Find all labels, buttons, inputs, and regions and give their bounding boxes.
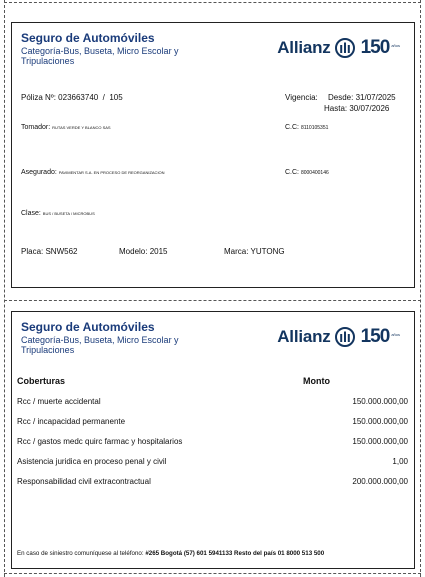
policy-suffix: 105	[109, 93, 123, 102]
cut-line-left	[4, 0, 5, 577]
card-title: Seguro de Automóviles	[21, 31, 155, 45]
allianz-eagle-icon	[335, 327, 355, 347]
insured-id-line	[285, 169, 329, 176]
policy-number-line	[21, 93, 123, 102]
coverage-row	[17, 457, 408, 466]
holder-label: Tomador:	[21, 124, 51, 131]
coverage-amount: 200.000.000,00	[352, 477, 408, 486]
holder-id: 8110105351	[300, 125, 329, 131]
coverage-label: Asistencia juridica en proceso penal y civil	[17, 457, 167, 466]
plate-value: SNW562	[45, 247, 78, 256]
brand-name: Allianz	[277, 38, 331, 57]
plate-line	[21, 247, 77, 256]
coverage-row	[17, 417, 408, 426]
make-line	[224, 247, 285, 256]
validity-from: Desde: 31/07/2025	[328, 93, 396, 102]
coverage-amount: 150.000.000,00	[352, 417, 408, 426]
holder-value: RUTAS VERDE Y BLANCO SAS	[52, 125, 111, 130]
validity-to: Hasta: 30/07/2026	[324, 104, 390, 113]
anniversary-mark	[361, 326, 400, 348]
coverage-label: Rcc / gastos medc quirc farmac y hospitalarios	[17, 437, 183, 446]
cut-line-middle	[4, 300, 421, 301]
anniversary-sub: años	[391, 332, 400, 337]
cut-line-right	[420, 0, 421, 577]
model-line	[119, 247, 168, 256]
claims-contact-prefix: En caso de siniestro comuníquese al teléfono:	[17, 550, 144, 557]
holder-id-label: C.C:	[285, 124, 299, 131]
anniversary-number: 150	[360, 326, 390, 347]
holder-id-line	[285, 124, 328, 131]
insured-id: 8000400146	[300, 170, 329, 176]
make-label: Marca:	[224, 247, 249, 256]
coverage-row	[17, 437, 408, 446]
claims-contact-phones: #265 Bogotá (57) 601 5941133 Resto del país 01 8000 513 500	[145, 550, 325, 557]
make-value: YUTONG	[250, 247, 285, 256]
model-value: 2015	[149, 247, 168, 256]
coverage-row	[17, 397, 408, 406]
coverage-amount: 150.000.000,00	[352, 437, 408, 446]
class-value: BUS / BUSETA / MICROBUS	[42, 211, 95, 216]
insured-line	[21, 169, 165, 176]
coverage-amount: 150.000.000,00	[352, 397, 408, 406]
coverage-label: Responsabilidad civil extracontractual	[17, 477, 151, 486]
plate-label: Placa:	[21, 247, 44, 256]
claims-contact-line	[17, 550, 324, 557]
model-label: Modelo:	[119, 247, 148, 256]
insured-value: PAVIMENTAR S.A. EN PROCESO DE REORGANIZACION	[58, 170, 165, 175]
policy-number: 023663740	[58, 93, 99, 102]
policy-separator: /	[102, 93, 105, 102]
coverage-amount: 1,00	[392, 457, 408, 466]
insured-id-label: C.C:	[285, 169, 299, 176]
anniversary-sub: años	[391, 43, 400, 48]
coverage-row	[17, 477, 408, 486]
anniversary-number: 150	[360, 37, 390, 58]
policy-label: Póliza Nº:	[21, 93, 56, 102]
holder-line	[21, 124, 111, 131]
class-label: Clase:	[21, 210, 41, 217]
allianz-eagle-icon	[335, 38, 355, 58]
card-subtitle: Categoría-Bus, Buseta, Micro Escolar y Tripulaciones	[21, 46, 179, 66]
amount-header: Monto	[303, 376, 330, 386]
coverage-card	[11, 311, 415, 569]
class-line	[21, 210, 95, 217]
validity-label: Vigencia:	[285, 93, 318, 102]
cut-line-bottom	[4, 573, 421, 574]
allianz-logo	[277, 37, 400, 59]
brand-name: Allianz	[277, 327, 331, 346]
allianz-logo	[277, 326, 400, 348]
cut-line-top	[4, 2, 421, 3]
insured-label: Asegurado:	[21, 169, 57, 176]
anniversary-mark	[361, 37, 400, 59]
coverage-label: Rcc / incapacidad permanente	[17, 417, 126, 426]
coverage-header: Coberturas	[17, 376, 66, 386]
card-title: Seguro de Automóviles	[21, 320, 155, 334]
policy-card	[11, 22, 415, 288]
card-subtitle: Categoría-Bus, Buseta, Micro Escolar y Tripulaciones	[21, 335, 179, 355]
coverage-label: Rcc / muerte accidental	[17, 397, 101, 406]
